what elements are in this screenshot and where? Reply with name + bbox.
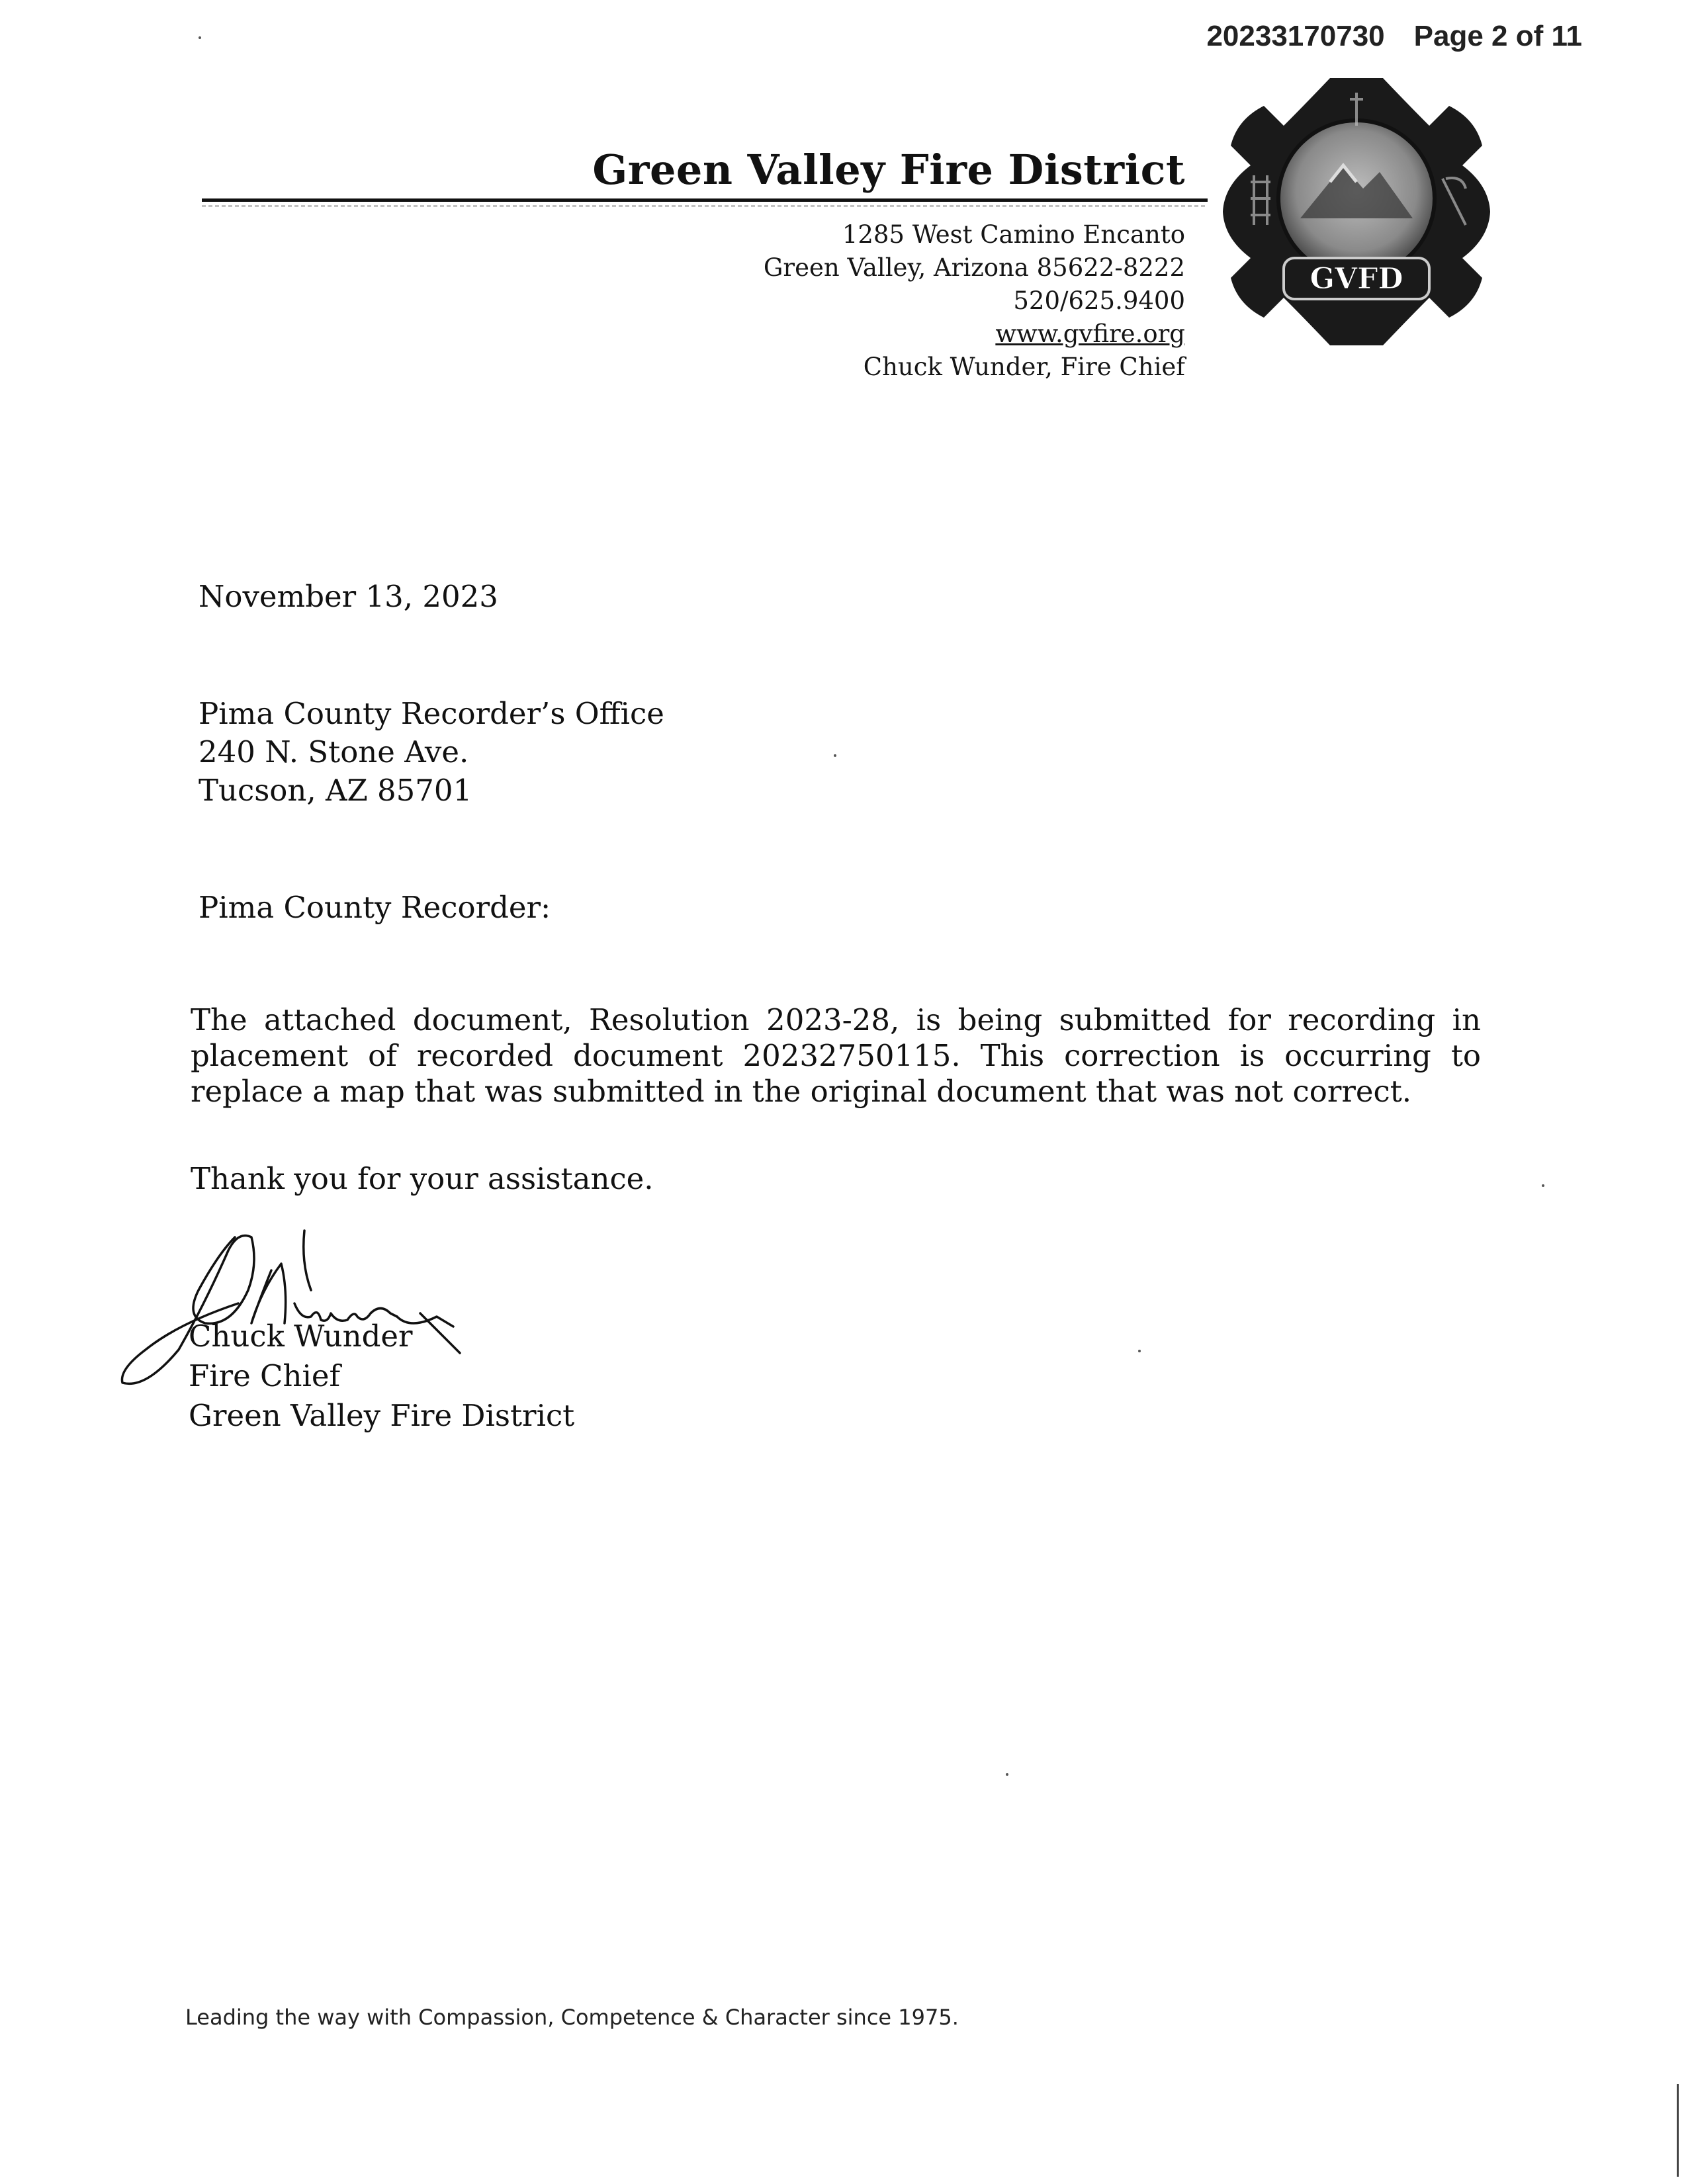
recording-stamp: [1206, 20, 1582, 53]
salutation: Pima County Recorder:: [199, 890, 551, 925]
scan-speck: [1138, 1350, 1141, 1352]
recipient-office: Pima County Recorder’s Office: [199, 696, 664, 731]
header-rule: [202, 198, 1208, 202]
signer-title: Fire Chief: [189, 1358, 341, 1393]
maltese-cross-logo: [1211, 66, 1502, 357]
signer-organization: Green Valley Fire District: [189, 1398, 575, 1433]
letter-date: November 13, 2023: [199, 579, 498, 614]
scan-speck: [834, 754, 836, 757]
footer-tagline: Leading the way with Compassion, Competence & Character since 1975.: [185, 2005, 959, 2030]
closing-line: Thank you for your assistance.: [191, 1161, 654, 1196]
header-rule-faint: [202, 205, 1208, 207]
logo-text: GVFD: [1310, 262, 1403, 296]
org-name: Green Valley Fire District: [592, 146, 1185, 194]
chief-line: Chuck Wunder, Fire Chief: [863, 353, 1185, 381]
scan-speck: [1542, 1184, 1544, 1187]
address-block: [764, 218, 1185, 384]
address-street: 1285 West Camino Encanto: [842, 220, 1185, 249]
signer-name: Chuck Wunder: [189, 1319, 413, 1354]
page-indicator: Page 2 of 11: [1413, 20, 1582, 52]
scan-edge-mark: [1677, 2084, 1679, 2177]
recording-number: 20233170730: [1206, 20, 1385, 52]
recipient-street: 240 N. Stone Ave.: [199, 734, 469, 769]
scan-speck: [199, 36, 201, 39]
address-city: Green Valley, Arizona 85622-8222: [763, 253, 1185, 282]
phone-number: 520/625.9400: [1013, 286, 1185, 315]
signature-block: [189, 1317, 574, 1436]
scan-speck: [1006, 1773, 1008, 1776]
recipient-address: [199, 695, 664, 810]
letter-body: The attached document, Resolution 2023-28, is being submitted for recording in placement of recorded document 20232750115. This correction is occurring to replace a map that was submitted in the original document that was not correct.: [191, 1002, 1481, 1109]
recipient-city: Tucson, AZ 85701: [199, 773, 472, 808]
website-link[interactable]: www.gvfire.org: [995, 320, 1185, 348]
